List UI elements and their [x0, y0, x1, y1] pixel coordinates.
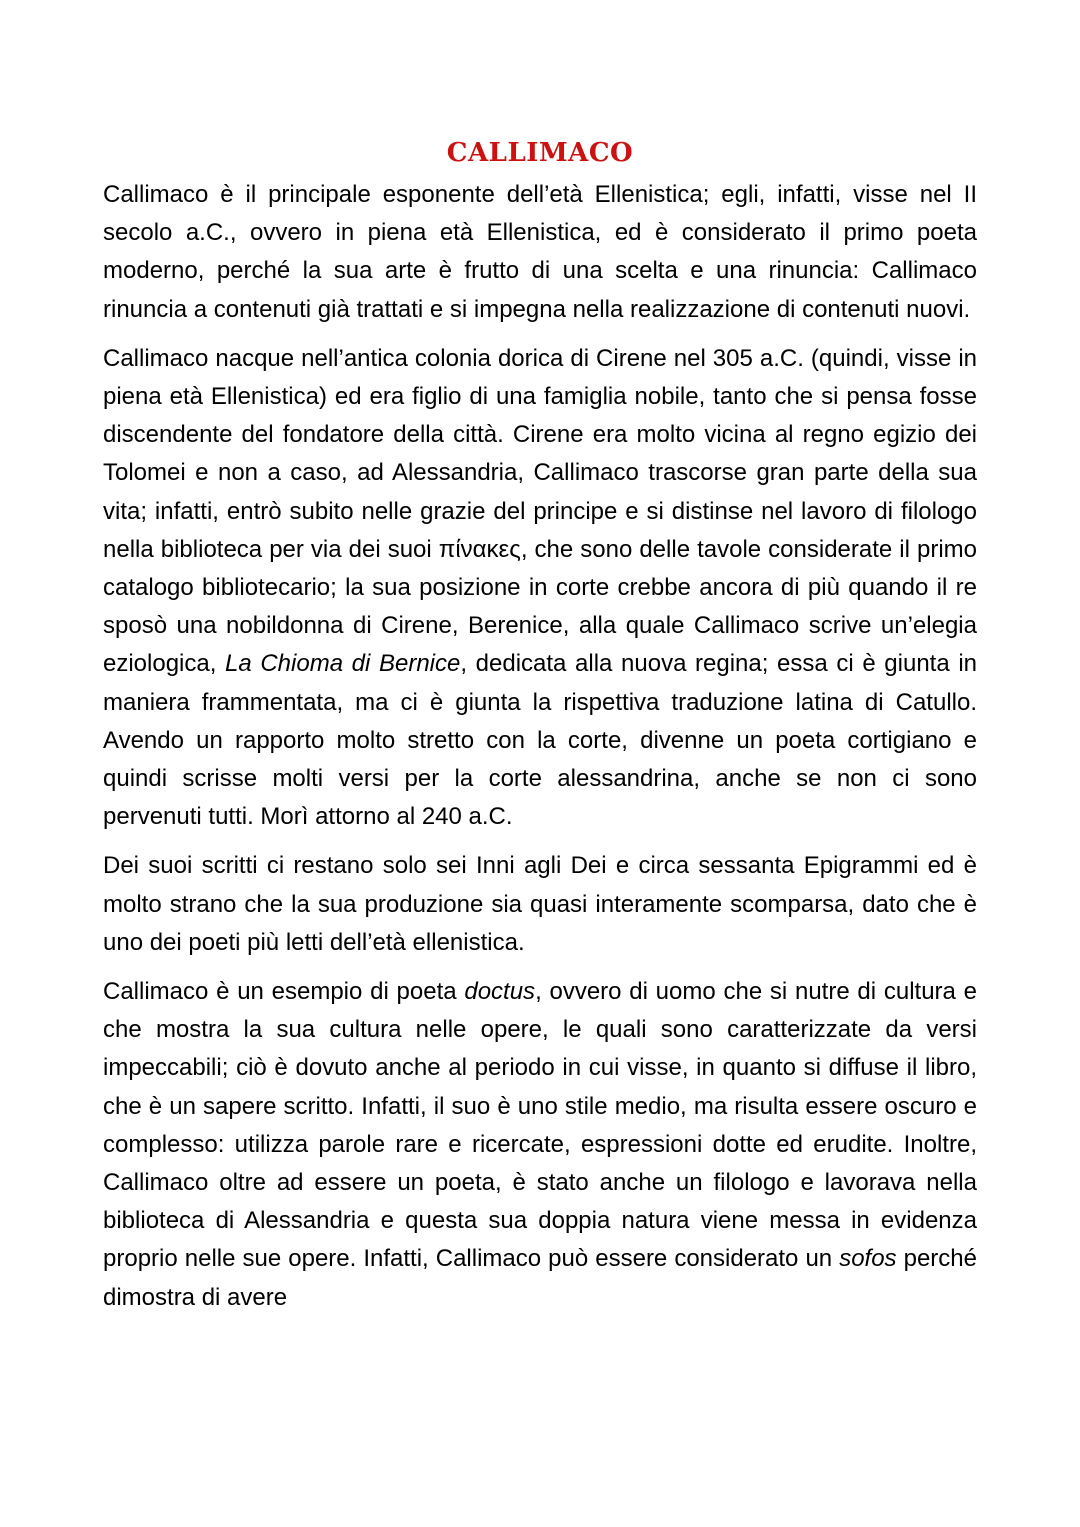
paragraph-works: Dei suoi scritti ci restano solo sei Inni agli Dei e circa sessanta Epigrammi ed è molto strano che la sua produzione sia quasi interamente scomparsa, dato che è uno dei poeti più letti dell’età ellenistica. — [103, 852, 977, 956]
paragraph-text: , che sono delle tavole considerate il primo catalogo bibliotecario; la sua posizione in corte crebbe ancora di più quando il re sposò una nobildonna di Cirene, Berenice, alla quale Callimaco scrive un’elegia eziologica, — [103, 535, 977, 678]
paragraph-style — [103, 973, 977, 1317]
greek-term: πίνακες — [438, 535, 521, 563]
paragraph-text: , dedicata alla nuova regina; essa ci è giunta in maniera frammentata, ma ci è giunta la rispettiva traduzione latina di Catullo. Avendo un rapporto molto stretto con la corte, divenne un poeta cortigiano e quindi scrisse molti versi per la corte alessandrina, anche se non ci sono pervenuti tutti. Morì attorno al 240 a.C. — [103, 650, 978, 831]
paragraph-text: perché dimostra di avere — [103, 1245, 977, 1311]
paragraph-text: Callimaco nacque nell’antica colonia dorica di Cirene nel 305 a.C. (quindi, visse in piena età Ellenistica) ed era figlio di una famiglia nobile, tanto che si pensa fosse discendente del fondatore della città. Cirene era molto vicina al regno egizio dei Tolomei e non a caso, ad Alessandria, Callimaco trascorse gran parte della sua vita; infatti, entrò subito nelle grazie del principe e si distinse nel lavoro di filologo nella biblioteca per via dei suoi — [103, 344, 977, 563]
work-title: La Chioma di Bernice — [225, 650, 461, 678]
paragraph-intro: Callimaco è il principale esponente dell’età Ellenistica; egli, infatti, visse nel II secolo a.C., ovvero in piena età Ellenistica, ed è considerato il primo poeta moderno, perché la sua arte è frutto di una scelta e una rinuncia: Callimaco rinuncia a contenuti già trattati e si impegna nella realizzazione di contenuti nuovi. — [103, 181, 977, 323]
page-title: CALLIMACO — [446, 138, 634, 168]
paragraph-text: , ovvero di uomo che si nutre di cultura e che mostra la sua cultura nelle opere, le quali sono caratterizzate da versi impeccabili; ciò è dovuto anche al periodo in cui visse, in quanto si diffuse il libro, che è un sapere scritto. Infatti, il suo è uno stile medio, ma risulta essere oscuro e complesso: utilizza parole rare e ricercate, espressioni dotte ed erudite. Inoltre, Callimaco oltre ad essere un poeta, è stato anche un filologo e lavorava nella biblioteca di Alessandria e questa sua doppia natura viene messa in evidenza proprio nelle sue opere. Infatti, Callimaco può essere considerato un — [103, 978, 977, 1273]
paragraph-text: Callimaco è un esempio di poeta — [103, 978, 465, 1006]
greek-term-transliterated: sofos — [839, 1245, 897, 1273]
document-page — [103, 136, 977, 1317]
latin-term: doctus — [464, 978, 536, 1006]
paragraph-biography — [103, 340, 977, 837]
